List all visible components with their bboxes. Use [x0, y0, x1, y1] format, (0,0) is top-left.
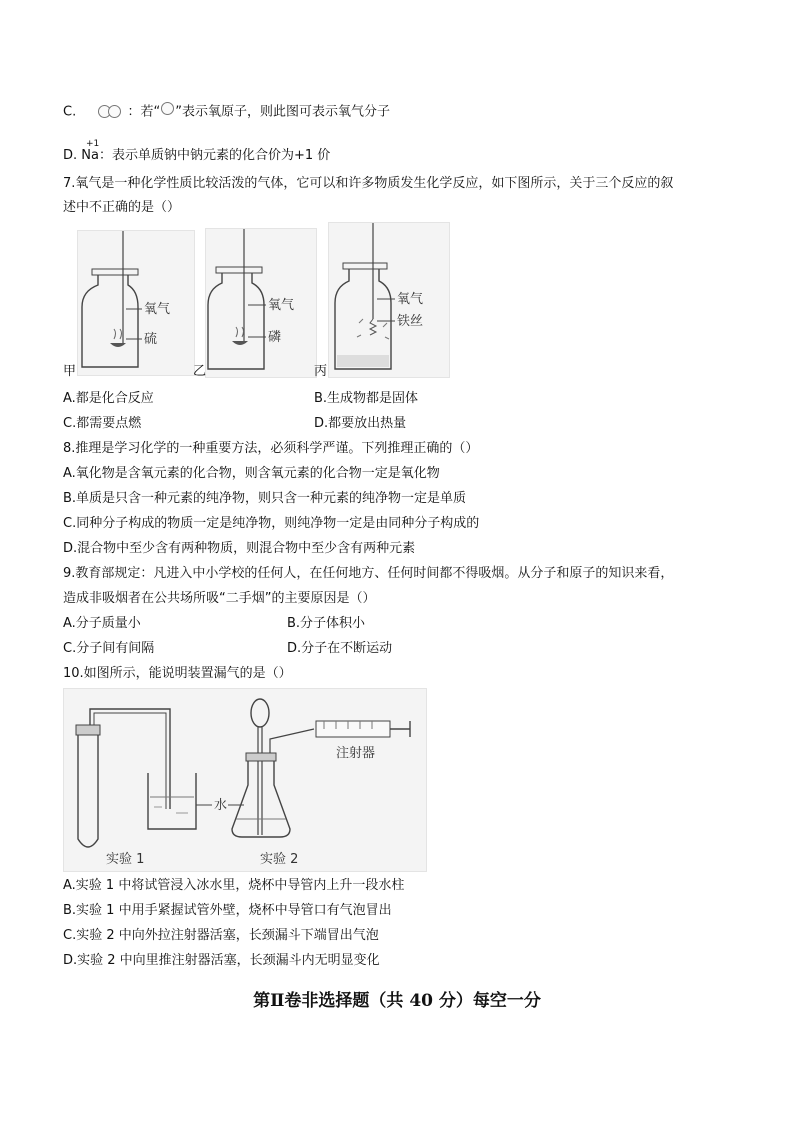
section-title: 第Ⅱ卷非选择题（共 40 分）每空一分	[253, 991, 541, 1011]
q6-option-d-text: ：表示单质钠中钠元素的化合价为+1 价	[99, 148, 331, 163]
q6-option-c	[63, 103, 390, 122]
q7-stem-line1: 7.氧气是一种化学性质比较活泼的气体，它可以和许多物质发生化学反应，如下图所示，关于三个反应的叙	[63, 176, 674, 191]
q9-option-a: A.分子质量小	[63, 616, 141, 631]
yi-substance-label: 磷	[268, 330, 282, 345]
q6-option-c-prefix: C.	[63, 104, 77, 120]
q10-option-b: B.实验 1 中用手紧握试管外壁，烧杯中导管口有气泡冒出	[63, 903, 392, 918]
exp2-label: 实验 2	[260, 852, 299, 867]
yi-gas-label: 氧气	[268, 298, 295, 313]
q10-option-a: A.实验 1 中将试管浸入冰水里，烧杯中导管内上升一段水柱	[63, 878, 405, 893]
q8-option-d: D.混合物中至少含有两种物质，则混合物中至少含有两种元素	[63, 541, 416, 556]
airtightness-diagram	[64, 689, 426, 871]
q8-option-b: B.单质是只含一种元素的纯净物，则只含一种元素的纯净物一定是单质	[63, 491, 467, 506]
q8-option-c: C.同种分子构成的物质一定是纯净物，则纯净物一定是由同种分子构成的	[63, 516, 480, 531]
bing-gas-label: 氧气	[397, 292, 424, 307]
jia-gas-label: 氧气	[144, 302, 171, 317]
q6-option-d	[63, 147, 330, 165]
bing-substance-label: 铁丝	[397, 314, 424, 329]
figure-bing	[328, 222, 450, 378]
figure-yi	[205, 228, 317, 378]
figure-jia	[77, 230, 195, 376]
oxygen-molecule-icon	[98, 103, 121, 121]
na-charge-superscript: +1	[86, 139, 100, 149]
iron-wire-bottle-diagram	[329, 223, 449, 377]
figure-jia-label: 甲	[63, 364, 77, 379]
q7-option-d: D.都要放出热量	[314, 416, 407, 431]
q10-option-c: C.实验 2 中向外拉注射器活塞，长颈漏斗下端冒出气泡	[63, 928, 379, 943]
q7-option-c: C.都需要点燃	[63, 416, 142, 431]
airtightness-experiment-figure	[63, 688, 427, 872]
syringe-label: 注射器	[336, 746, 376, 761]
q6-option-c-middle: ：若“	[127, 104, 161, 120]
exp1-label: 实验 1	[106, 852, 145, 867]
water-label: 水	[214, 798, 228, 813]
q10-option-d: D.实验 2 中向里推注射器活塞，长颈漏斗内无明显变化	[63, 953, 380, 968]
q7-option-b: B.生成物都是固体	[314, 391, 419, 406]
figure-yi-label: 乙	[193, 364, 207, 379]
q7-option-a: A.都是化合反应	[63, 391, 154, 406]
q9-option-b: B.分子体积小	[287, 616, 366, 631]
q7-stem-line2: 述中不正确的是（）	[63, 200, 181, 215]
na-symbol: Na	[81, 148, 99, 163]
q9-stem-line1: 9.教育部规定：凡进入中小学校的任何人，在任何地方、任何时间都不得吸烟。从分子和原子的知识来看，	[63, 566, 674, 581]
q6-option-c-suffix: ”表示氧原子，则此图可表示氧气分子	[175, 104, 390, 120]
q10-stem: 10.如图所示，能说明装置漏气的是（）	[63, 666, 292, 681]
jia-substance-label: 硫	[144, 332, 158, 347]
figure-bing-label: 丙	[314, 364, 328, 379]
q6-option-d-prefix: D.	[63, 148, 78, 163]
q8-stem: 8.推理是学习化学的一种重要方法，必须科学严谨。下列推理正确的（）	[63, 441, 479, 456]
q8-option-a: A.氧化物是含氧元素的化合物，则含氧元素的化合物一定是氧化物	[63, 466, 440, 481]
sulfur-bottle-diagram	[78, 231, 194, 375]
q9-option-c: C.分子间有间隔	[63, 641, 155, 656]
q9-option-d: D.分子在不断运动	[287, 641, 393, 656]
oxygen-atom-icon	[161, 102, 174, 115]
q9-stem-line2: 造成非吸烟者在公共场所吸“二手烟”的主要原因是（）	[63, 591, 376, 606]
phosphorus-bottle-diagram	[206, 229, 316, 377]
